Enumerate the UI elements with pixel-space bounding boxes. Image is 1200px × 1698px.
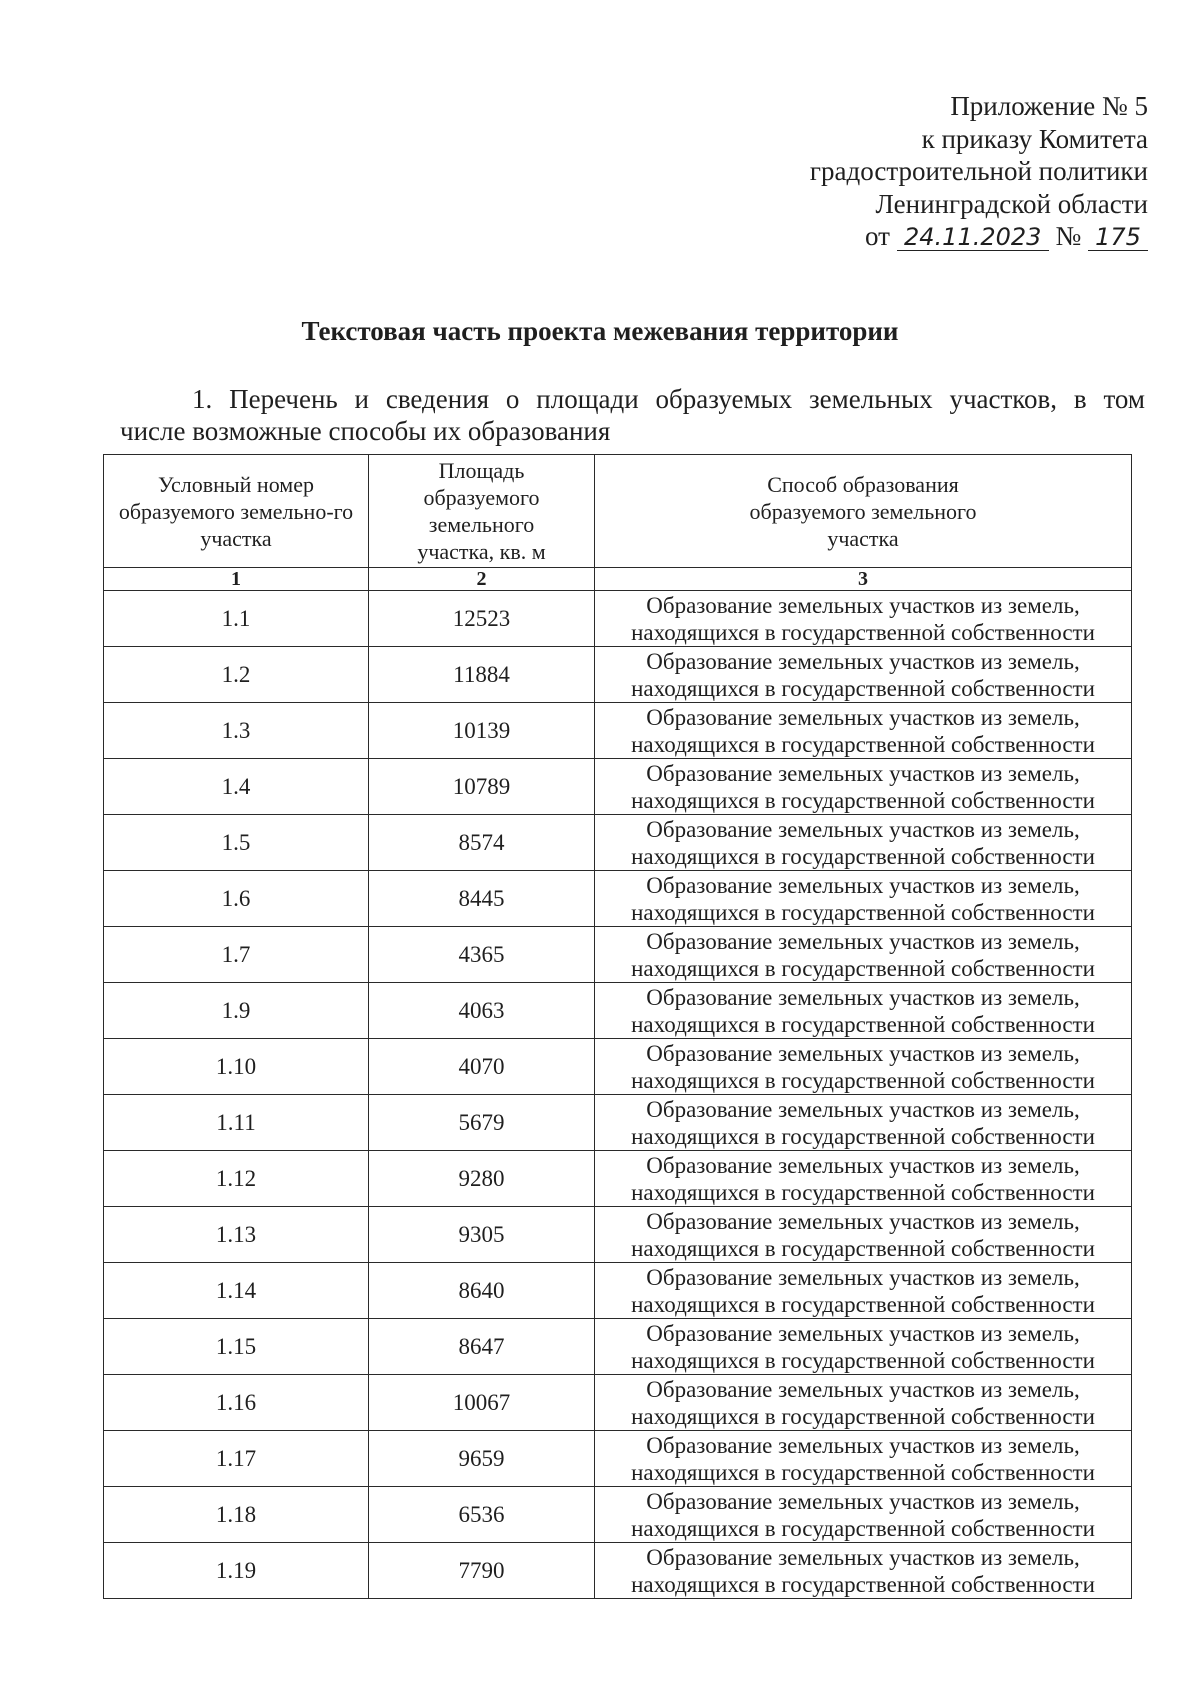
formation-method-cell — [595, 871, 1132, 927]
method-line: находящихся в государственной собственности — [631, 1179, 1095, 1205]
formation-method-cell — [595, 1263, 1132, 1319]
plot-area-cell: 8647 — [369, 1319, 595, 1375]
plot-area-cell: 5679 — [369, 1095, 595, 1151]
plot-area-cell: 8445 — [369, 871, 595, 927]
plot-area-cell: 6536 — [369, 1487, 595, 1543]
plot-number-cell: 1.10 — [104, 1039, 369, 1095]
header-plot-number — [104, 455, 369, 568]
plot-number-cell: 1.14 — [104, 1263, 369, 1319]
document-title: Текстовая часть проекта межевания территории — [301, 316, 899, 346]
formation-method-cell — [595, 1375, 1132, 1431]
method-line: находящихся в государственной собственности — [631, 843, 1095, 869]
intro-line-1: 1. Перечень и сведения о площади образуемых земельных участков, в том — [192, 384, 1145, 414]
plot-area-cell: 12523 — [369, 591, 595, 647]
header-formation-method-text: Способ образования образуемого земельного участка — [749, 471, 977, 551]
method-line: находящихся в государственной собственности — [631, 1291, 1095, 1317]
plot-area-cell: 10067 — [369, 1375, 595, 1431]
plot-number-cell: 1.11 — [104, 1095, 369, 1151]
plot-number-cell: 1.15 — [104, 1319, 369, 1375]
formation-method-cell — [595, 591, 1132, 647]
order-number: 175 — [1088, 224, 1148, 251]
plot-area-cell: 8574 — [369, 815, 595, 871]
table-row — [104, 1039, 1132, 1095]
table-row — [104, 759, 1132, 815]
header-plot-area-text: Площадь образуемого земельного участка, кв. м — [417, 458, 546, 564]
table-row — [104, 591, 1132, 647]
plot-area-cell: 10139 — [369, 703, 595, 759]
method-line: находящихся в государственной собственности — [631, 787, 1095, 813]
method-line: находящихся в государственной собственности — [631, 1515, 1095, 1541]
plot-number-cell: 1.19 — [104, 1543, 369, 1599]
method-line: Образование земельных участков из земель, — [646, 704, 1080, 730]
method-line: Образование земельных участков из земель, — [646, 872, 1080, 898]
method-line: находящихся в государственной собственности — [631, 1571, 1095, 1597]
formation-method-cell — [595, 1207, 1132, 1263]
method-line: Образование земельных участков из земель, — [646, 1152, 1080, 1178]
plot-number-cell: 1.16 — [104, 1375, 369, 1431]
table-row — [104, 927, 1132, 983]
method-line: находящихся в государственной собственности — [631, 1011, 1095, 1037]
method-line: находящихся в государственной собственности — [631, 1067, 1095, 1093]
header-plot-number-text: Условный номер образуемого земельно-го участка — [118, 471, 354, 551]
intro-paragraph — [120, 383, 1145, 447]
table-row — [104, 1263, 1132, 1319]
table-body — [104, 591, 1132, 1599]
plot-number-cell: 1.13 — [104, 1207, 369, 1263]
formation-method-cell — [595, 703, 1132, 759]
method-line: находящихся в государственной собственности — [631, 1459, 1095, 1485]
table-row — [104, 647, 1132, 703]
method-line: находящихся в государственной собственности — [631, 1403, 1095, 1429]
plot-number-cell: 1.7 — [104, 927, 369, 983]
appendix-header — [810, 90, 1148, 253]
plot-area-cell: 10789 — [369, 759, 595, 815]
plot-number-cell: 1.5 — [104, 815, 369, 871]
formation-method-cell — [595, 647, 1132, 703]
formation-method-cell — [595, 983, 1132, 1039]
order-date-line — [810, 220, 1148, 253]
plot-area-cell: 4063 — [369, 983, 595, 1039]
table-row — [104, 703, 1132, 759]
formation-method-cell — [595, 1487, 1132, 1543]
order-date: 24.11.2023 — [897, 224, 1049, 251]
method-line: Образование земельных участков из земель, — [646, 592, 1080, 618]
method-line: Образование земельных участков из земель, — [646, 816, 1080, 842]
method-line: Образование земельных участков из земель, — [646, 1320, 1080, 1346]
column-number-row — [104, 568, 1132, 591]
region-name: Ленинградской области — [875, 188, 1148, 219]
table-row — [104, 1375, 1132, 1431]
table-row — [104, 871, 1132, 927]
table-row — [104, 1543, 1132, 1599]
table-row — [104, 983, 1132, 1039]
appendix-number: Приложение № 5 — [950, 91, 1148, 121]
plot-number-cell: 1.4 — [104, 759, 369, 815]
method-line: находящихся в государственной собственности — [631, 899, 1095, 925]
formation-method-cell — [595, 759, 1132, 815]
plot-area-cell: 11884 — [369, 647, 595, 703]
plot-area-cell: 9280 — [369, 1151, 595, 1207]
method-line: находящихся в государственной собственности — [631, 731, 1095, 757]
formation-method-cell — [595, 1543, 1132, 1599]
method-line: находящихся в государственной собственности — [631, 1123, 1095, 1149]
formation-method-cell — [595, 1095, 1132, 1151]
formation-method-cell — [595, 815, 1132, 871]
plot-number-cell: 1.2 — [104, 647, 369, 703]
method-line: Образование земельных участков из земель, — [646, 1264, 1080, 1290]
method-line: Образование земельных участков из земель, — [646, 1488, 1080, 1514]
table-row — [104, 1431, 1132, 1487]
plot-area-cell: 9305 — [369, 1207, 595, 1263]
formation-method-cell — [595, 1039, 1132, 1095]
formation-method-cell — [595, 1151, 1132, 1207]
column-number: 3 — [595, 568, 1132, 591]
method-line: Образование земельных участков из земель, — [646, 760, 1080, 786]
intro-line-2: числе возможные способы их образования — [120, 416, 611, 446]
plot-area-cell: 4070 — [369, 1039, 595, 1095]
plot-area-cell: 9659 — [369, 1431, 595, 1487]
table-row — [104, 1207, 1132, 1263]
method-line: находящихся в государственной собственности — [631, 619, 1095, 645]
plot-area-cell: 7790 — [369, 1543, 595, 1599]
table-row — [104, 1151, 1132, 1207]
table-header-row — [104, 455, 1132, 568]
table-row — [104, 1319, 1132, 1375]
number-prefix: № — [1055, 221, 1082, 251]
method-line: Образование земельных участков из земель, — [646, 1432, 1080, 1458]
method-line: Образование земельных участков из земель, — [646, 928, 1080, 954]
method-line: Образование земельных участков из земель, — [646, 1544, 1080, 1570]
plot-number-cell: 1.1 — [104, 591, 369, 647]
method-line: Образование земельных участков из земель, — [646, 1376, 1080, 1402]
plot-area-cell: 4365 — [369, 927, 595, 983]
method-line: Образование земельных участков из земель, — [646, 984, 1080, 1010]
formation-method-cell — [595, 1319, 1132, 1375]
plot-number-cell: 1.3 — [104, 703, 369, 759]
method-line: Образование земельных участков из земель, — [646, 1208, 1080, 1234]
committee-name: градостроительной политики — [809, 156, 1148, 186]
method-line: Образование земельных участков из земель, — [646, 1096, 1080, 1122]
table-row — [104, 1095, 1132, 1151]
column-number: 1 — [104, 568, 369, 591]
formation-method-cell — [595, 1431, 1132, 1487]
plot-area-cell: 8640 — [369, 1263, 595, 1319]
column-number: 2 — [369, 568, 595, 591]
header-plot-area — [369, 455, 595, 568]
formation-method-cell — [595, 927, 1132, 983]
land-plots-table — [103, 454, 1132, 1599]
header-formation-method — [595, 455, 1132, 568]
method-line: находящихся в государственной собственности — [631, 675, 1095, 701]
plot-number-cell: 1.17 — [104, 1431, 369, 1487]
method-line: Образование земельных участков из земель, — [646, 1040, 1080, 1066]
method-line: Образование земельных участков из земель, — [646, 648, 1080, 674]
method-line: находящихся в государственной собственности — [631, 1347, 1095, 1373]
plot-number-cell: 1.6 — [104, 871, 369, 927]
plot-number-cell: 1.12 — [104, 1151, 369, 1207]
plot-number-cell: 1.9 — [104, 983, 369, 1039]
order-reference: к приказу Комитета — [921, 123, 1148, 154]
plot-number-cell: 1.18 — [104, 1487, 369, 1543]
method-line: находящихся в государственной собственности — [631, 955, 1095, 981]
table-row — [104, 1487, 1132, 1543]
date-prefix: от — [865, 221, 890, 251]
table-row — [104, 815, 1132, 871]
method-line: находящихся в государственной собственности — [631, 1235, 1095, 1261]
